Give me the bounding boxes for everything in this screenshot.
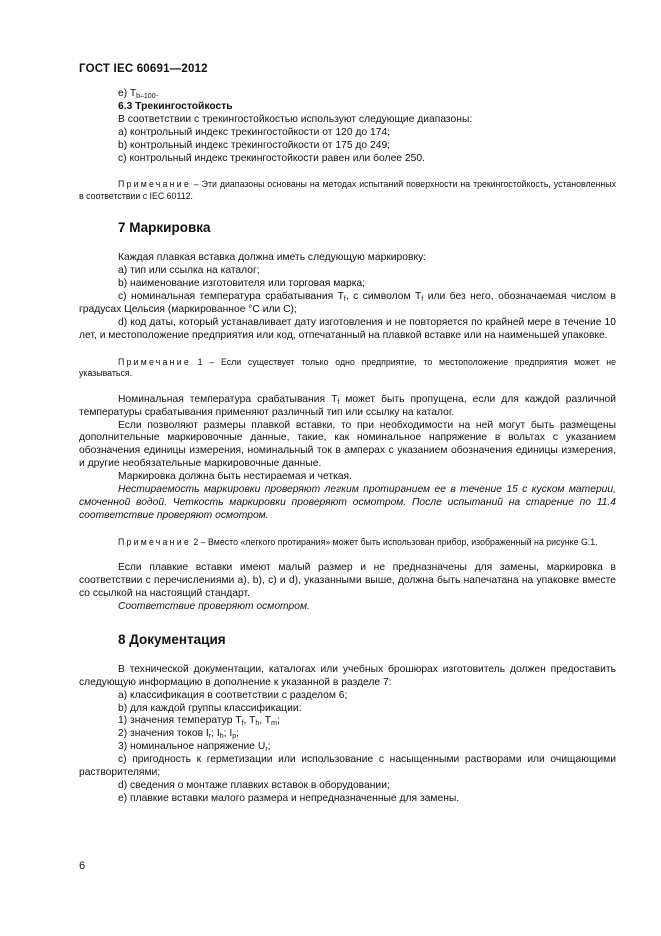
paragraph: В соответствии с трекингостойкостью используют следующие диапазоны: bbox=[118, 113, 473, 125]
note-text: 2 – Вместо «легкого протирания» может быть использован прибор, изображенный на рисунке G.1. bbox=[190, 536, 598, 547]
subscript: h bbox=[219, 733, 224, 741]
text: ; bbox=[276, 715, 280, 727]
text: c) номинальная температура срабатывания T bbox=[118, 291, 344, 303]
list-item bbox=[79, 715, 616, 728]
paragraph-compliance: Соответствие проверяют осмотром. bbox=[118, 600, 310, 612]
text: ; I bbox=[223, 728, 233, 740]
text: , T bbox=[259, 715, 272, 727]
text: Номинальная температура срабатывания T bbox=[118, 393, 338, 405]
list-item: b) наименование изготовителя или торговая марка; bbox=[118, 278, 366, 290]
subsection-heading-tracking: 6.3 Трекингостойкость bbox=[118, 100, 233, 112]
list-item bbox=[79, 291, 616, 317]
text: или без него, обозначаемая числом в градусах Цельсия (маркированное °С или С); bbox=[79, 291, 617, 315]
list-item: d) код даты, который устанавливает дату изготовления и не повторяется по крайней мере в течение 10 лет, и местоположение предприятия или код, отпечатанный на плавкой вставке или на наименьшей упаковке. bbox=[79, 316, 616, 341]
note-text: 1 – Если существует только одно предприятие, то местоположение предприятия может не указываться. bbox=[79, 356, 616, 379]
note-2 bbox=[79, 537, 616, 549]
text: ; bbox=[236, 728, 239, 740]
section-heading-marking: 7 Маркировка bbox=[118, 220, 211, 236]
list-item: b) контрольный индекс трекингостойкости от 175 до 249; bbox=[118, 139, 391, 151]
list-item: d) сведения о монтаже плавких вставок в оборудовании; bbox=[118, 779, 390, 791]
subscript: f bbox=[337, 398, 340, 406]
text: может быть пропущена, если для каждой различной температуры срабатывания применяют различный тип или ссылку на каталог. bbox=[79, 393, 616, 418]
note-label: Примечание bbox=[118, 179, 191, 190]
text: ; I bbox=[211, 728, 220, 740]
paragraph: Если плавкие вставки имеют малый размер и не предназначены для замены, маркировка в соответствии с перечислениями a), b), c) и d), указанными выше, должна быть напечатана на упаковке вместе со ссылкой на настоящий стандарт. bbox=[79, 562, 616, 600]
text: , T bbox=[243, 715, 256, 727]
paragraph-test-method: Нестираемость маркировки проверяют легким протиранием ее в течение 15 с куском материи, смоченной водой. Четкость маркировки проверяют осмотром. После испытаний на старение по 11.4 соответствие проверяют осмотром. bbox=[79, 484, 616, 521]
subscript: b–100 bbox=[136, 93, 156, 100]
paragraph bbox=[79, 394, 616, 420]
note-text: – Эти диапазоны основаны на методах испытаний поверхности на трекингостойкость, установленных в соответствии с IEC 60112. bbox=[79, 179, 616, 201]
subscript: h bbox=[255, 720, 260, 728]
subscript: r bbox=[265, 746, 268, 754]
note-label: Примечание bbox=[118, 536, 191, 547]
document-header: ГОСТ IEC 60691—2012 bbox=[79, 63, 208, 75]
list-item-text: e) T bbox=[118, 88, 137, 99]
section-heading-documentation: 8 Документация bbox=[118, 631, 226, 647]
note-1 bbox=[79, 357, 616, 380]
subscript: r bbox=[208, 733, 212, 741]
list-item: c) контрольный индекс трекингостойкости равен или более 250. bbox=[118, 152, 425, 164]
list-item: e) плавкие вставки малого размера и непредназначенные для замены. bbox=[118, 792, 460, 804]
list-item-text: . bbox=[155, 88, 159, 99]
text: 2) значения токов I bbox=[118, 728, 209, 740]
page-number: 6 bbox=[79, 860, 86, 872]
list-item-e-temperature bbox=[79, 88, 616, 101]
text: 3) номинальное напряжение U bbox=[118, 741, 266, 753]
list-item bbox=[79, 728, 616, 741]
text: , с символом T bbox=[345, 291, 422, 303]
list-item: a) контрольный индекс трекингостойкости от 120 до 174; bbox=[118, 126, 391, 138]
list-item bbox=[79, 741, 616, 754]
subscript: f bbox=[421, 296, 424, 304]
text: 1) значения температур T bbox=[118, 715, 242, 727]
subscript: m bbox=[271, 720, 277, 728]
paragraph: Каждая плавкая вставка должна иметь следующую маркировку: bbox=[118, 252, 427, 264]
paragraph: В технической документации, каталогах или учебных брошюрах изготовитель должен предоставить следующую информацию в дополнение к указанной в разделе 7: bbox=[79, 663, 616, 688]
text: ; bbox=[267, 741, 271, 753]
paragraph: Маркировка должна быть нестираемая и четкая. bbox=[118, 471, 352, 483]
list-item: a) тип или ссылка на каталог; bbox=[118, 265, 260, 277]
paragraph: Если позволяют размеры плавкой вставки, то при необходимости на ней могут быть размещены дополнительные маркировочные данные, такие, как номинальное напряжение в вольтах с указанием обозначения единицы измерения, номинальный ток в амперах с указанием обозначения единицы измерения, и другие необязательные маркировочные данные. bbox=[79, 419, 616, 470]
subscript: f bbox=[241, 720, 244, 728]
list-item: b) для каждой группы классификации: bbox=[118, 702, 302, 714]
subscript: p bbox=[232, 733, 237, 741]
document-body bbox=[79, 88, 616, 806]
list-item: a) классификация в соответствии с разделом 6; bbox=[118, 689, 348, 701]
note-label: Примечание bbox=[118, 356, 191, 367]
list-item: c) пригодность к герметизации или использование с насыщенными растворами или очищающими растворителями; bbox=[79, 754, 616, 779]
subscript: f bbox=[343, 296, 346, 304]
note-tracking bbox=[79, 179, 616, 202]
